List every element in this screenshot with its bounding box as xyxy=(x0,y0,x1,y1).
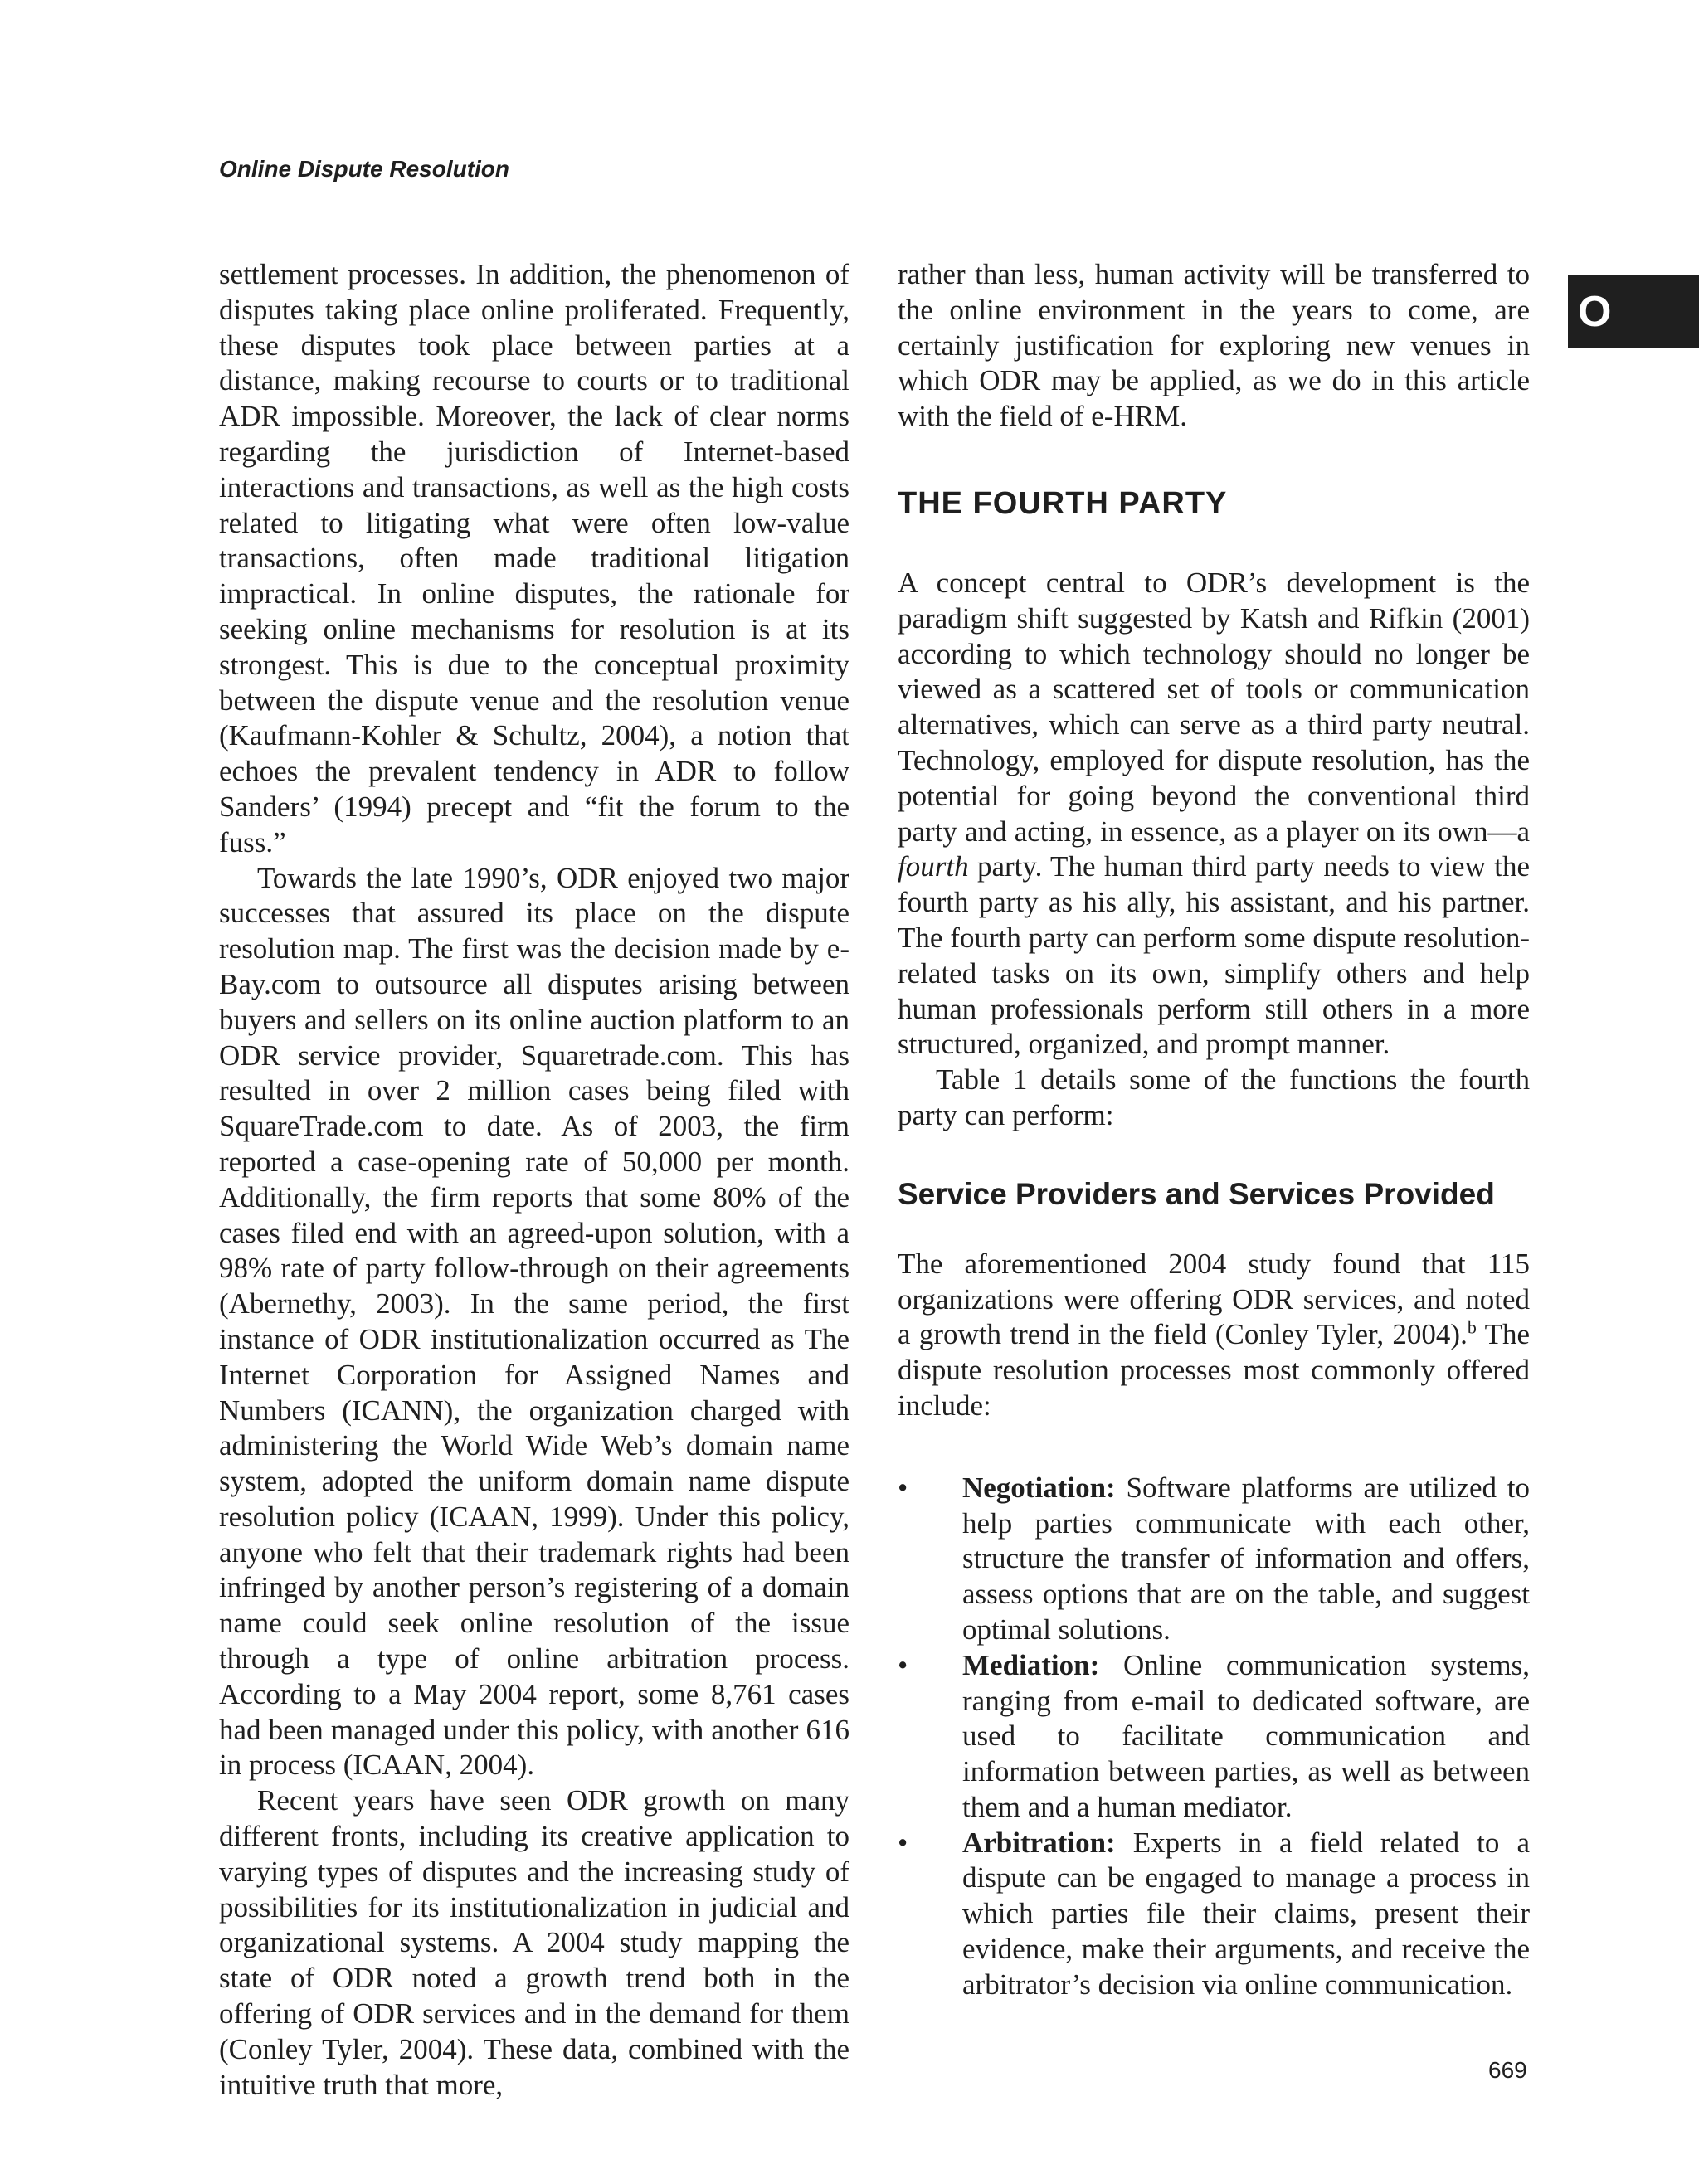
emphasis: fourth xyxy=(898,850,969,883)
text-run: A concept central to ODR’s development is the paradigm shift suggested by Katsh and Rifkin (2001) according to which technology should no longer be viewed as a scattered set of tools or communication alternatives, which can serve as a third party neutral. Technology, employed for dispute resolution, has the potential for going beyond the conventional third party and acting, in essence, as a player on its own—a xyxy=(898,566,1530,848)
running-head: Online Dispute Resolution xyxy=(219,156,510,182)
list-item-term: Arbitration: xyxy=(962,1826,1116,1859)
list-item xyxy=(898,1648,1530,1826)
paragraph: rather than less, human activity will be transferred to the online environment in the years to come, are certainly justification for exploring new venues in which ODR may be applied, as we do in this article with the field of e-HRM. xyxy=(898,258,1530,433)
list-item-text: Software platforms are utilized to help parties communicate with each other, structure the transfer of information and offers, assess options that are on the table, and suggest optimal solutions. xyxy=(962,1471,1530,1646)
list-item-text: Online communication systems, ranging from e-mail to dedicated software, are used to facilitate communication and information between parties, as well as between them and a human mediator. xyxy=(962,1648,1530,1823)
right-column xyxy=(898,257,1530,2003)
bullet-icon: • xyxy=(898,1826,908,1859)
text-run: The aforementioned 2004 study found that 115 organizations were offering ODR services, and noted a growth trend in the field (Conley Tyler, 2004). xyxy=(898,1247,1530,1351)
paragraph: Recent years have seen ODR growth on many different fronts, including its creative application to varying types of disputes and the increasing study of possibilities for its institutionalization in judicial and organizational systems. A 2004 study mapping the state of ODR noted a growth trend both in the offering of ODR services and in the demand for them (Conley Tyler, 2004). These data, combined with the intuitive truth that more, xyxy=(219,1784,850,2101)
list-item xyxy=(898,1826,1530,2003)
paragraph: Table 1 details some of the functions the fourth party can perform: xyxy=(898,1063,1530,1131)
page-number: 669 xyxy=(1488,2057,1527,2083)
paragraph xyxy=(898,1247,1530,1424)
list-item xyxy=(898,1471,1530,1648)
text-run: party. The human third party needs to view the fourth party as his ally, his assistant, and his partner. The fourth party can perform some dispute resolution-related tasks on its own, simplify others and help human professionals perform still others in a more structured, organized, and prompt manner. xyxy=(898,850,1530,1061)
bullet-icon: • xyxy=(898,1648,908,1681)
bullet-list xyxy=(898,1471,1530,2003)
section-heading: THE FOURTH PARTY xyxy=(898,485,1228,521)
subsection-heading: Service Providers and Services Provided xyxy=(898,1176,1495,1211)
left-column xyxy=(219,257,850,2103)
section-letter: O xyxy=(1578,288,1612,336)
bullet-icon: • xyxy=(898,1471,908,1504)
list-item-term: Mediation: xyxy=(962,1648,1100,1681)
list-item-term: Negotiation: xyxy=(962,1471,1116,1504)
paragraph: Towards the late 1990’s, ODR enjoyed two major successes that assured its place on the dispute resolution map. The first was the decision made by e-Bay.com to outsource all disputes arising between buyers and sellers on its online auction platform to an ODR service provider, Squaretrade.com. This has resulted in over 2 million cases being filed with SquareTrade.com to date. As of 2003, the firm reported a case-opening rate of 50,000 per month. Additionally, the firm reports that some 80% of the cases filed end with an agreed-upon solution, with a 98% rate of party follow-through on their agreements (Abernethy, 2003). In the same period, the first instance of ODR institutionalization occurred as The Internet Corporation for Assigned Names and Numbers (ICANN), the organization charged with administering the World Wide Web’s domain name system, adopted the uniform domain name dispute resolution policy (ICAAN, 1999). Under this policy, anyone who felt that their trademark rights had been infringed by another person’s registering of a domain name could seek online resolution of the issue through a type of online arbitration process. According to a May 2004 report, some 8,761 cases had been managed under this policy, with another 616 in process (ICAAN, 2004). xyxy=(219,861,850,1782)
paragraph: settlement processes. In addition, the phenomenon of disputes taking place online proliferated. Frequently, these disputes took place between parties at a distance, making recourse to courts or to traditional ADR impossible. Moreover, the lack of clear norms regarding the jurisdiction of Internet-based interactions and transactions, as well as the high costs related to litigating what were often low-value transactions, often made traditional litigation impractical. In online disputes, the rationale for seeking online mechanisms for resolution is at its strongest. This is due to the conceptual proximity between the dispute venue and the resolution venue (Kaufmann-Kohler & Schultz, 2004), a notion that echoes the prevalent tendency in ADR to follow Sanders’ (1994) precept and “fit the forum to the fuss.” xyxy=(219,258,850,859)
paragraph xyxy=(898,566,1530,1063)
text-run: The dispute resolution processes most commonly offered include: xyxy=(898,1318,1530,1422)
section-letter-tab xyxy=(1568,275,1699,348)
footnote-marker: b xyxy=(1467,1316,1477,1338)
list-item-text: Experts in a field related to a dispute can be engaged to manage a process in which parties file their claims, present their evidence, make their arguments, and receive the arbitrator’s decision via online communication. xyxy=(962,1826,1530,2001)
